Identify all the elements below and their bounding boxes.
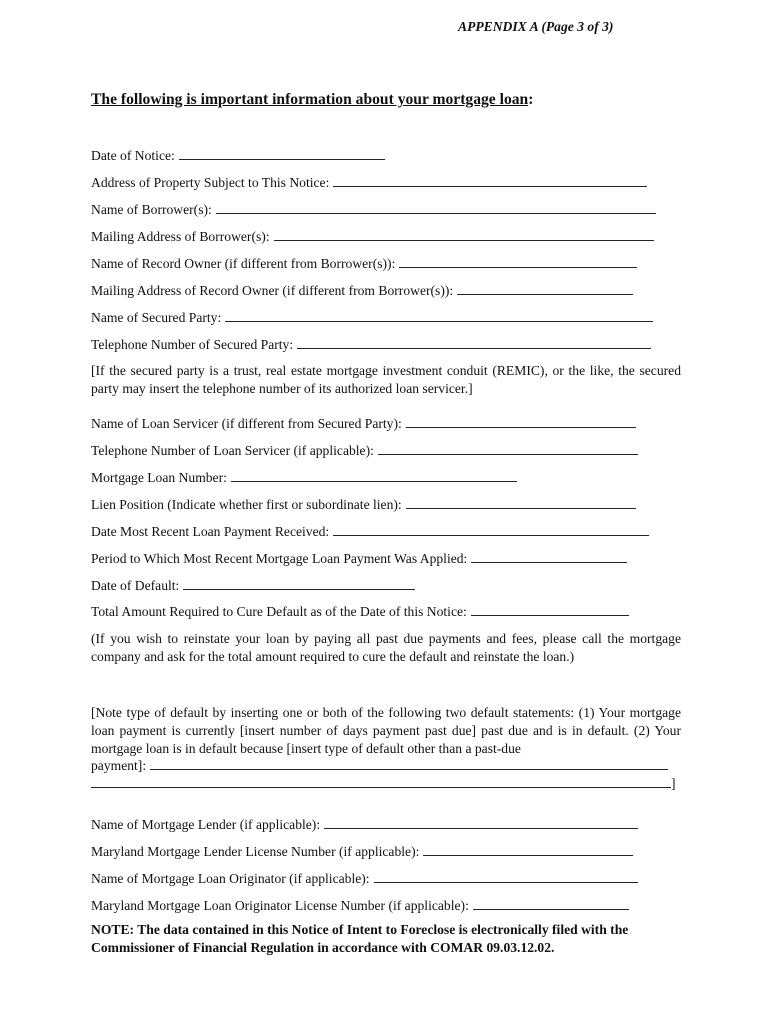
page-title-colon: : xyxy=(528,91,534,108)
servicer-phone-row xyxy=(91,443,638,459)
secured-party-phone-field[interactable] xyxy=(297,337,651,349)
date-of-notice-label: Date of Notice: xyxy=(91,148,175,163)
originator-name-row xyxy=(91,871,638,887)
lender-license-field[interactable] xyxy=(423,844,633,856)
record-owner-name-row xyxy=(91,256,637,272)
date-of-default-row xyxy=(91,578,415,594)
lender-license-label: Maryland Mortgage Lender License Number (if applicable): xyxy=(91,844,420,859)
record-owner-mailing-field[interactable] xyxy=(457,283,633,295)
date-of-notice-row xyxy=(91,148,385,164)
payment-label: payment]: xyxy=(91,758,147,773)
originator-license-row xyxy=(91,898,629,914)
originator-name-field[interactable] xyxy=(374,871,638,883)
record-owner-mailing-row xyxy=(91,283,633,299)
property-address-field[interactable] xyxy=(333,175,647,187)
lender-name-label: Name of Mortgage Lender (if applicable): xyxy=(91,817,321,832)
servicer-name-row xyxy=(91,416,636,432)
secured-party-name-label: Name of Secured Party: xyxy=(91,310,222,325)
cure-amount-label: Total Amount Required to Cure Default as of the Date of this Notice: xyxy=(91,604,467,619)
borrower-name-label: Name of Borrower(s): xyxy=(91,202,212,217)
loan-number-row xyxy=(91,470,517,486)
record-owner-mailing-label: Mailing Address of Record Owner (if different from Borrower(s)): xyxy=(91,283,454,298)
lender-license-row xyxy=(91,844,633,860)
cure-amount-field[interactable] xyxy=(471,604,629,616)
payment-period-field[interactable] xyxy=(471,551,627,563)
servicer-phone-label: Telephone Number of Loan Servicer (if applicable): xyxy=(91,443,374,458)
reinstate-note: (If you wish to reinstate your loan by paying all past due payments and fees, please call the mortgage company and ask for the total amount required to cure the default and reinstate the loan.) xyxy=(91,631,681,664)
lien-position-row xyxy=(91,497,636,513)
secured-party-name-field[interactable] xyxy=(225,310,653,322)
payment-period-label: Period to Which Most Recent Mortgage Loan Payment Was Applied: xyxy=(91,551,468,566)
loan-number-field[interactable] xyxy=(231,470,517,482)
secured-party-name-row xyxy=(91,310,653,326)
originator-license-label: Maryland Mortgage Loan Originator License Number (if applicable): xyxy=(91,898,469,913)
appendix-label: APPENDIX A (Page 3 of 3) xyxy=(458,19,614,34)
servicer-phone-field[interactable] xyxy=(378,443,638,455)
property-address-label: Address of Property Subject to This Notice: xyxy=(91,175,330,190)
borrower-mailing-field[interactable] xyxy=(274,229,654,241)
cure-amount-row xyxy=(91,604,629,620)
payment-row xyxy=(91,758,668,774)
date-of-notice-field[interactable] xyxy=(179,148,385,160)
secured-party-phone-label: Telephone Number of Secured Party: xyxy=(91,337,294,352)
recent-payment-date-field[interactable] xyxy=(333,524,649,536)
lien-position-field[interactable] xyxy=(406,497,636,509)
borrower-mailing-label: Mailing Address of Borrower(s): xyxy=(91,229,270,244)
payment-row-2 xyxy=(91,776,676,792)
payment-field-line-2[interactable] xyxy=(91,776,671,788)
originator-name-label: Name of Mortgage Loan Originator (if applicable): xyxy=(91,871,370,886)
recent-payment-date-label: Date Most Recent Loan Payment Received: xyxy=(91,524,330,539)
default-type-note: [Note type of default by inserting one or both of the following two default statements: (1) Your mortgage loan payment is currently [insert number of days payment past due] past due and is in default. (2) Your mortgage loan is in default because [insert type of default other than a past-due xyxy=(91,705,681,756)
lien-position-label: Lien Position (Indicate whether first or subordinate lien): xyxy=(91,497,402,512)
secured-party-phone-row xyxy=(91,337,651,353)
borrower-name-field[interactable] xyxy=(216,202,656,214)
lender-name-field[interactable] xyxy=(324,817,638,829)
recent-payment-date-row xyxy=(91,524,649,540)
page-title xyxy=(91,91,533,109)
date-of-default-field[interactable] xyxy=(183,578,415,590)
record-owner-name-label: Name of Record Owner (if different from Borrower(s)): xyxy=(91,256,396,271)
originator-license-field[interactable] xyxy=(473,898,629,910)
lender-name-row xyxy=(91,817,638,833)
borrower-name-row xyxy=(91,202,656,218)
servicer-name-label: Name of Loan Servicer (if different from Secured Party): xyxy=(91,416,402,431)
footer-note: NOTE: The data contained in this Notice of Intent to Foreclose is electronically filed with the Commissioner of Financial Regulation in accordance with COMAR 09.03.12.02. xyxy=(91,922,629,955)
record-owner-name-field[interactable] xyxy=(399,256,637,268)
closing-bracket: ] xyxy=(671,776,676,791)
loan-number-label: Mortgage Loan Number: xyxy=(91,470,227,485)
borrower-mailing-row xyxy=(91,229,654,245)
servicer-name-field[interactable] xyxy=(406,416,636,428)
property-address-row xyxy=(91,175,647,191)
page-title-text: The following is important information about your mortgage loan xyxy=(91,91,529,108)
payment-field-line-1[interactable] xyxy=(150,758,668,770)
date-of-default-label: Date of Default: xyxy=(91,578,180,593)
remic-note: [If the secured party is a trust, real estate mortgage investment conduit (REMIC), or the like, the secured party may insert the telephone number of its authorized loan servicer.] xyxy=(91,363,681,396)
payment-period-row xyxy=(91,551,627,567)
